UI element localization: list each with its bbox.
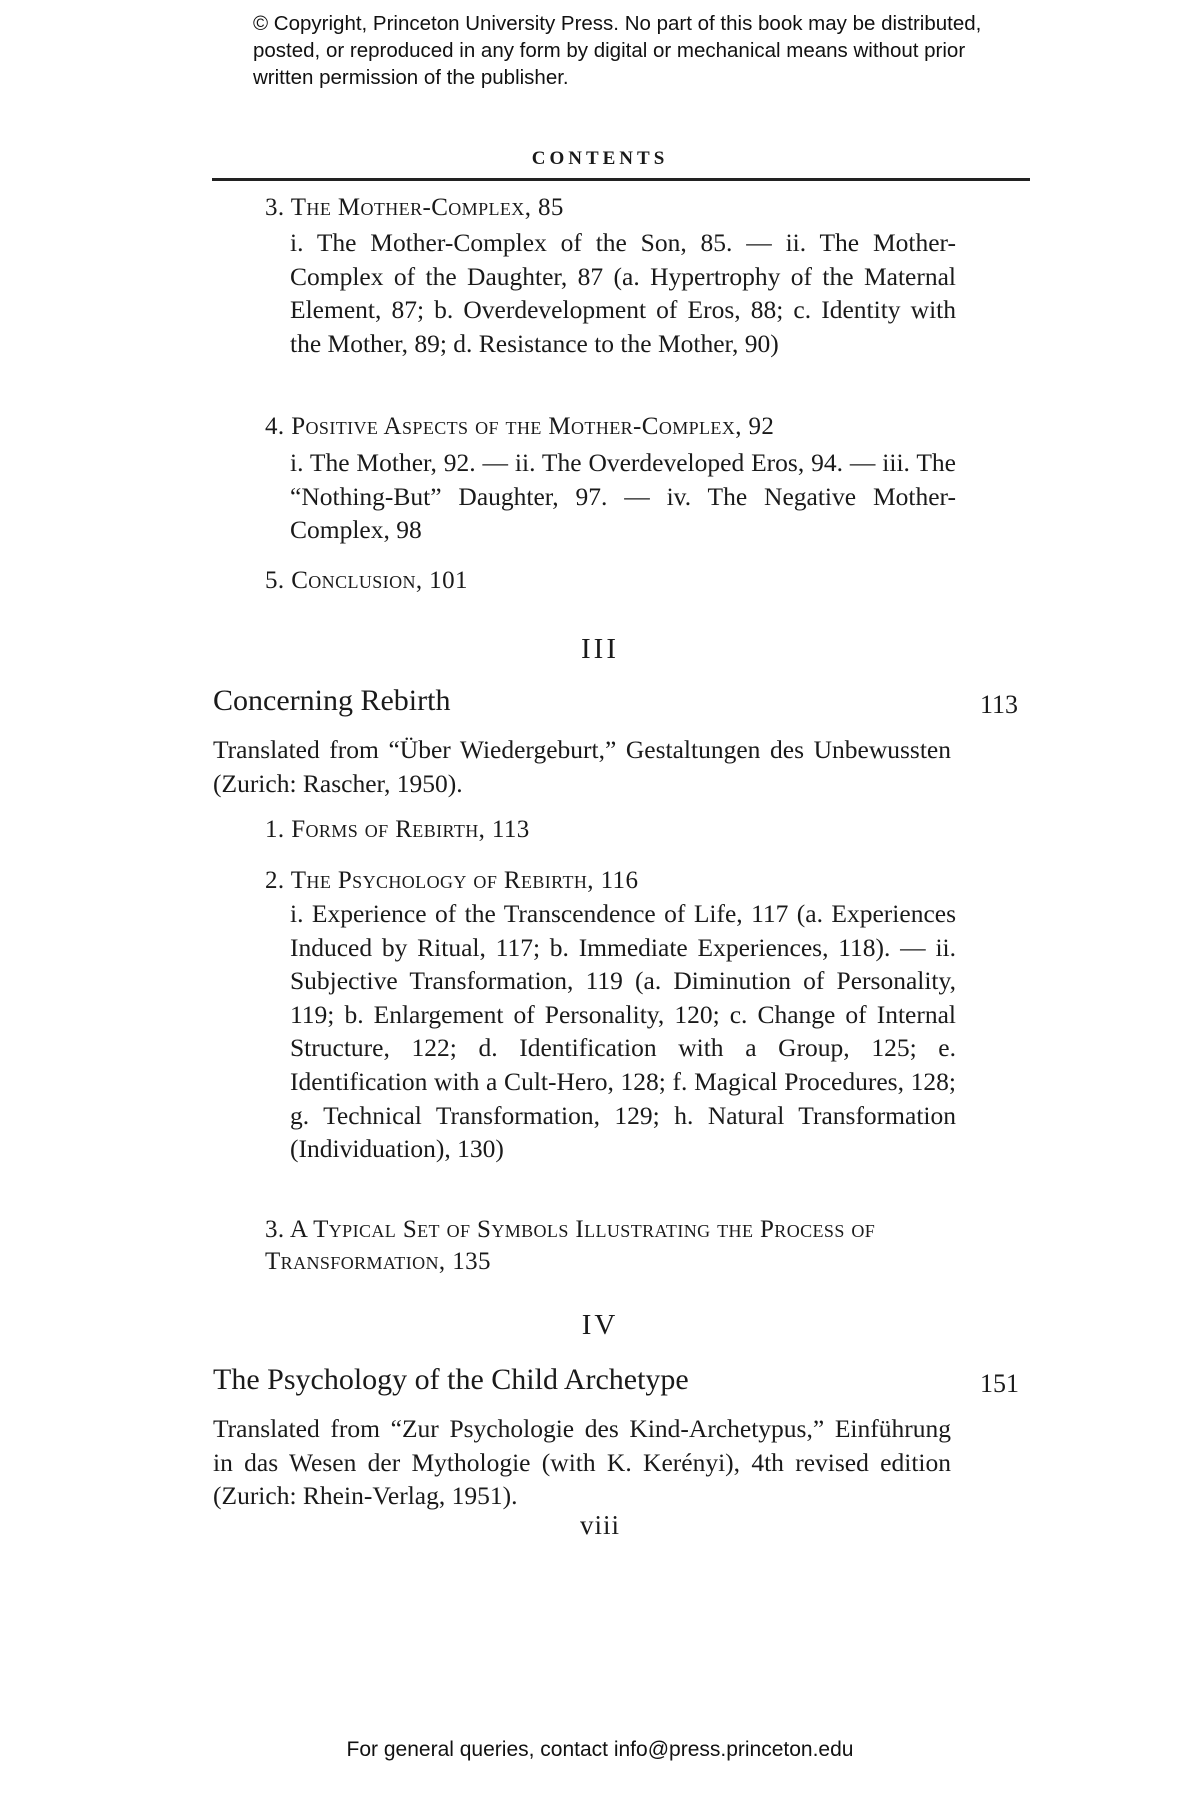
toc-section-typical-symbols	[265, 1214, 965, 1278]
essay-title-concerning-rebirth: Concerning Rebirth	[213, 684, 451, 717]
toc-section-positive-aspects-desc	[290, 446, 956, 547]
essay-title-child-archetype: The Psychology of the Child Archetype	[213, 1363, 689, 1396]
section-heading: 3. A Typical Set of Symbols Illustrating the Process of Transformation, 135	[265, 1216, 876, 1275]
toc-section-mother-complex	[265, 193, 564, 223]
section-heading: 5. Conclusion, 101	[265, 567, 468, 594]
toc-section-forms-of-rebirth	[265, 815, 530, 845]
copyright-notice: © Copyright, Princeton University Press. No part of this book may be distributed, posted, or reproduced in any form by digital or mechanical means without prior written permission of the publisher.	[253, 12, 982, 89]
toc-section-mother-complex-desc	[290, 226, 956, 360]
essay-page-number: 151	[980, 1369, 1019, 1398]
section-heading: 1. Forms of Rebirth, 113	[265, 816, 530, 843]
translation-note: Translated from “Zur Psychologie des Kind-Archetypus,” Einführung in das Wesen der Mythologie (with K. Kerényi), 4th revised edition (Zurich: Rhein-Verlag, 1951).	[213, 1414, 951, 1511]
running-head: CONTENTS	[531, 148, 669, 169]
section-heading: 2. The Psychology of Rebirth, 116	[265, 867, 639, 894]
toc-section-psychology-of-rebirth	[265, 866, 638, 896]
footer-contact: For general queries, contact info@press.princeton.edu	[346, 1738, 854, 1761]
page-folio: viii	[579, 1510, 620, 1540]
toc-section-psychology-of-rebirth-desc	[290, 897, 956, 1166]
essay-page-number: 113	[980, 690, 1019, 719]
toc-section-positive-aspects	[265, 412, 774, 442]
part-numeral-iv: IV	[581, 1309, 619, 1341]
section-description: i. Experience of the Transcendence of Life, 117 (a. Experiences Induced by Ritual, 117; b. Immediate Experiences, 118). — ii. Subjective Transformation, 119 (a. Diminution of Personality, 119; b. Enlargement of Personality, 120; c. Change of Internal Structure, 122; d. Identification with a Group, 125; e. Identification with a Cult-Hero, 128; f. Magical Procedures, 128; g. Technical Transformation, 129; h. Natural Transformation (Individuation), 130)	[290, 899, 956, 1164]
section-heading: 4. Positive Aspects of the Mother-Complex, 92	[265, 413, 775, 440]
section-heading: 3. The Mother-Complex, 85	[265, 194, 564, 221]
translation-note: Translated from “Über Wiedergeburt,” Gestaltungen des Unbewussten (Zurich: Rascher, 1950).	[213, 735, 951, 798]
toc-section-conclusion	[265, 566, 468, 596]
section-description: i. The Mother-Complex of the Son, 85. — ii. The Mother-Complex of the Daughter, 87 (a. Hypertrophy of the Maternal Element, 87; b. Overdevelopment of Eros, 88; c. Identity with the Mother, 89; d. Resistance to the Mother, 90)	[290, 228, 956, 358]
header-rule	[212, 178, 1030, 181]
section-description: i. The Mother, 92. — ii. The Overdeveloped Eros, 94. — iii. The “Nothing-But” Daughter, 97. — iv. The Negative Mother-Complex, 98	[290, 448, 956, 545]
part-numeral-iii: III	[581, 633, 619, 665]
